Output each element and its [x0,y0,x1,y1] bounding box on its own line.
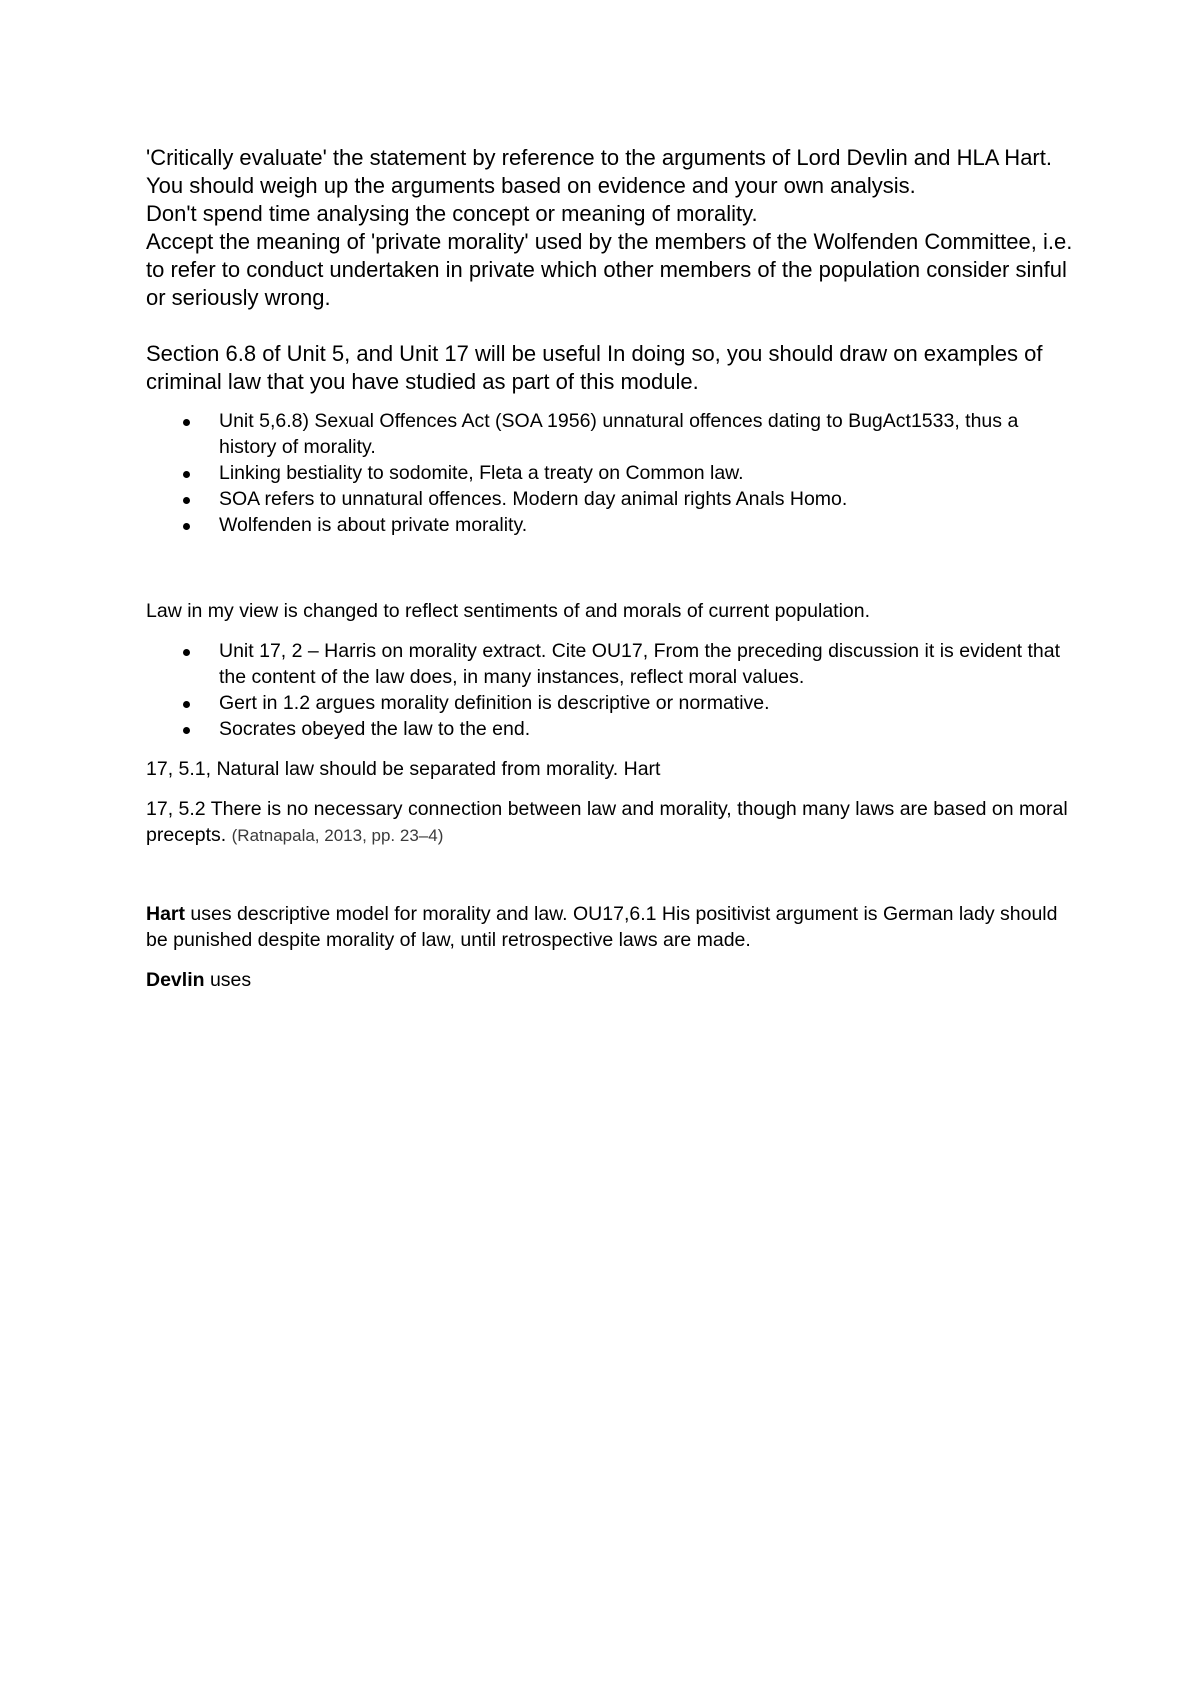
bullet-icon [183,471,190,478]
law-view-paragraph: Law in my view is changed to reflect sentiments of and morals of current population. [146,600,871,622]
list-item [146,486,1076,512]
devlin-paragraph [146,967,1076,993]
list-item [146,512,1076,538]
bullet-icon [183,497,190,504]
bullet-icon [183,523,190,530]
note-paragraph-1: 17, 5.1, Natural law should be separated from morality. Hart [146,758,661,780]
bullet-icon [183,727,190,734]
list-item [146,690,1076,716]
document-page [146,144,1076,993]
devlin-text: uses [204,969,252,991]
intro-paragraph-3: Accept the meaning of 'private morality' used by the members of the Wolfenden Committee, i.e. to refer to conduct undertaken in private which other members of the population consider sinful or seriously wrong. [146,229,1073,310]
list-item [146,460,1076,486]
list-item [146,716,1076,742]
section-paragraph: Section 6.8 of Unit 5, and Unit 17 will be useful In doing so, you should draw on examples of criminal law that you have studied as part of this module. [146,341,1043,394]
hart-paragraph [146,901,1076,953]
list-item-text: Linking bestiality to sodomite, Fleta a treaty on Common law. [219,462,744,484]
list-item-text: Unit 17, 2 – Harris on morality extract. Cite OU17, From the preceding discussion it is evident that the content of the law does, in many instances, reflect moral values. [219,640,1061,688]
citation: (Ratnapala, 2013, pp. 23–4) [231,826,444,845]
list-item [146,408,1076,460]
hart-heading: Hart [146,903,186,925]
list-item-text: Socrates obeyed the law to the end. [219,718,531,740]
note-paragraph-2 [146,796,1076,849]
hart-text: uses descriptive model for morality and law. OU17,6.1 His positivist argument is German lady should be punished despite morality of law, until retrospective laws are made. [146,903,1058,951]
bullet-list-1 [146,408,1076,538]
intro-paragraph-1: 'Critically evaluate' the statement by reference to the arguments of Lord Devlin and HLA Hart. You should weigh up the arguments based on evidence and your own analysis. [146,145,1052,198]
list-item-text: SOA refers to unnatural offences. Modern day animal rights Anals Homo. [219,488,848,510]
list-item-text: Unit 5,6.8) Sexual Offences Act (SOA 1956) unnatural offences dating to BugAct1533, thus a history of morality. [219,410,1019,458]
list-item-text: Gert in 1.2 argues morality definition is descriptive or normative. [219,692,770,714]
bullet-icon [183,419,190,426]
bullet-icon [183,701,190,708]
devlin-heading: Devlin [146,969,205,991]
list-item-text: Wolfenden is about private morality. [219,514,528,536]
note-text: 17, 5.2 There is no necessary connection between law and morality, though many laws are based on moral precepts. [146,798,1068,846]
intro-paragraph-2: Don't spend time analysing the concept or meaning of morality. [146,201,758,226]
bullet-icon [183,649,190,656]
bullet-list-2 [146,638,1076,742]
list-item [146,638,1076,690]
